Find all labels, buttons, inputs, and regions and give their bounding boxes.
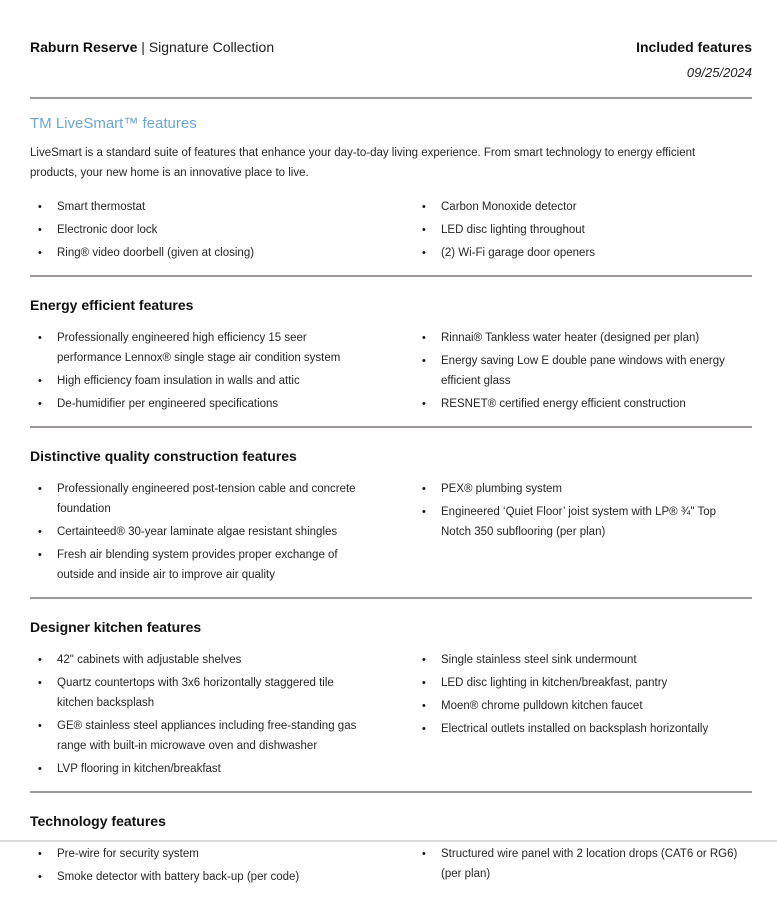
feature-columns	[30, 197, 752, 266]
bullet-icon: •	[38, 720, 42, 732]
feature-text: Smoke detector with battery back-up (per code)	[57, 871, 300, 883]
bullet-icon: •	[38, 224, 42, 236]
feature-text: High efficiency foam insulation in walls and attic	[57, 375, 300, 387]
feature-list-left	[30, 479, 422, 585]
feature-text: (2) Wi-Fi garage door openers	[441, 247, 596, 259]
bullet-icon: •	[422, 700, 426, 712]
feature-columns	[30, 328, 752, 417]
bullet-icon: •	[422, 723, 426, 735]
feature-text: Professionally engineered post-tension cable and concrete foundation	[57, 483, 356, 515]
bullet-icon: •	[38, 247, 42, 259]
list-item	[422, 696, 752, 716]
feature-section	[30, 812, 752, 899]
list-item	[422, 502, 752, 542]
feature-column-left	[30, 479, 422, 588]
feature-list-right	[422, 650, 752, 739]
page-bottom-edge	[0, 840, 777, 842]
feature-text: Ring® video doorbell (given at closing)	[57, 247, 255, 259]
bullet-icon: •	[422, 483, 426, 495]
bullet-icon: •	[422, 677, 426, 689]
list-item	[38, 522, 422, 542]
feature-text: RESNET® certified energy efficient construction	[441, 398, 686, 410]
bullet-icon: •	[422, 332, 426, 344]
feature-text: LED disc lighting in kitchen/breakfast, pantry	[441, 677, 668, 689]
section-heading: Designer kitchen features	[30, 619, 202, 635]
list-item	[422, 479, 752, 499]
feature-text: Carbon Monoxide detector	[441, 201, 577, 213]
list-item	[38, 394, 422, 414]
section-heading: Distinctive quality construction features	[30, 448, 297, 464]
feature-column-left	[30, 197, 422, 266]
list-item	[422, 243, 752, 263]
bullet-icon: •	[422, 201, 426, 213]
document-date: 09/25/2024	[686, 65, 752, 80]
header-right	[636, 38, 752, 80]
list-item	[38, 844, 422, 864]
bullet-icon: •	[38, 848, 42, 860]
feature-text: PEX® plumbing system	[441, 483, 562, 495]
community-name: Raburn Reserve	[30, 39, 138, 55]
list-item	[38, 328, 422, 368]
bullet-icon: •	[38, 763, 42, 775]
list-item	[38, 673, 422, 713]
feature-text: 42" cabinets with adjustable shelves	[57, 654, 242, 666]
feature-text: Single stainless steel sink undermount	[441, 654, 637, 666]
list-item	[422, 650, 752, 670]
document-subtitle	[30, 38, 274, 56]
bullet-icon: •	[38, 677, 42, 689]
list-item	[38, 479, 422, 519]
list-item	[38, 371, 422, 391]
feature-column-left	[30, 844, 422, 890]
section-intro: LiveSmart is a standard suite of features that enhance your day-to-day living experience. From smart technology to energy efficient products, your new home is an innovative place to live.	[30, 147, 696, 179]
feature-list-right	[422, 197, 752, 263]
list-item	[422, 328, 752, 348]
feature-text: Certainteed® 30-year laminate algae resistant shingles	[57, 526, 338, 538]
feature-text: Fresh air blending system provides proper exchange of outside and inside air to improve air quality	[57, 549, 338, 581]
bullet-icon: •	[422, 224, 426, 236]
list-item	[38, 867, 422, 887]
list-item	[422, 844, 752, 884]
bullet-icon: •	[422, 355, 426, 367]
bullet-icon: •	[422, 247, 426, 259]
bullet-icon: •	[38, 526, 42, 538]
feature-column-right	[422, 650, 752, 782]
list-item	[422, 351, 752, 391]
feature-column-right	[422, 844, 752, 890]
document-header	[30, 38, 752, 99]
page-title: Included features	[636, 39, 752, 55]
feature-list-left	[30, 197, 422, 263]
feature-text: Electronic door lock	[57, 224, 158, 236]
section-heading: Technology features	[30, 813, 166, 829]
feature-text: Structured wire panel with 2 location drops (CAT6 or RG6) (per plan)	[441, 848, 738, 880]
list-item	[422, 394, 752, 414]
feature-list-left	[30, 328, 422, 414]
bullet-icon: •	[38, 871, 42, 883]
feature-text: LED disc lighting throughout	[441, 224, 585, 236]
list-item	[38, 197, 422, 217]
feature-columns	[30, 479, 752, 588]
feature-list-right	[422, 844, 752, 884]
feature-text: GE® stainless steel appliances including free-standing gas range with built-in microwave oven and dishwasher	[57, 720, 357, 752]
list-item	[38, 243, 422, 263]
feature-section	[30, 618, 752, 793]
section-heading: Energy efficient features	[30, 297, 194, 313]
list-item	[422, 220, 752, 240]
feature-column-right	[422, 328, 752, 417]
feature-column-right	[422, 197, 752, 266]
feature-text: Professionally engineered high efficiency 15 seer performance Lennox® single stage air condition system	[57, 332, 341, 364]
feature-columns	[30, 650, 752, 782]
feature-text: Engineered ‘Quiet Floor’ joist system with LP® ¾" Top Notch 350 subflooring (per plan)	[441, 506, 717, 538]
feature-text: Energy saving Low E double pane windows with energy efficient glass	[441, 355, 725, 387]
feature-section	[30, 115, 752, 277]
feature-text: Rinnai® Tankless water heater (designed per plan)	[441, 332, 700, 344]
collection-name: Signature Collection	[148, 39, 275, 55]
bullet-icon: •	[38, 375, 42, 387]
bullet-icon: •	[38, 654, 42, 666]
bullet-icon: •	[38, 332, 42, 344]
feature-list-left	[30, 844, 422, 887]
list-item	[38, 650, 422, 670]
title-separator: |	[137, 39, 149, 55]
bullet-icon: •	[38, 483, 42, 495]
bullet-icon: •	[422, 654, 426, 666]
feature-column-left	[30, 650, 422, 782]
feature-column-left	[30, 328, 422, 417]
feature-list-right	[422, 479, 752, 542]
bullet-icon: •	[38, 549, 42, 561]
list-item	[422, 197, 752, 217]
bullet-icon: •	[422, 506, 426, 518]
list-item	[38, 759, 422, 779]
feature-text: Smart thermostat	[57, 201, 146, 213]
feature-column-right	[422, 479, 752, 588]
list-item	[38, 545, 422, 585]
feature-text: Pre-wire for security system	[57, 848, 199, 860]
feature-section	[30, 447, 752, 599]
bullet-icon: •	[422, 848, 426, 860]
sections-container	[30, 115, 752, 899]
feature-list-right	[422, 328, 752, 414]
bullet-icon: •	[422, 398, 426, 410]
list-item	[422, 719, 752, 739]
feature-text: Electrical outlets installed on backsplash horizontally	[441, 723, 709, 735]
feature-text: Moen® chrome pulldown kitchen faucet	[441, 700, 643, 712]
list-item	[38, 716, 422, 756]
feature-text: De-humidifier per engineered specifications	[57, 398, 279, 410]
feature-columns	[30, 844, 752, 890]
feature-list-left	[30, 650, 422, 779]
section-heading: TM LiveSmart™ features	[30, 115, 197, 132]
feature-section	[30, 296, 752, 428]
list-item	[38, 220, 422, 240]
bullet-icon: •	[38, 398, 42, 410]
list-item	[422, 673, 752, 693]
feature-text: Quartz countertops with 3x6 horizontally staggered tile kitchen backsplash	[57, 677, 334, 709]
feature-text: LVP flooring in kitchen/breakfast	[57, 763, 221, 775]
bullet-icon: •	[38, 201, 42, 213]
